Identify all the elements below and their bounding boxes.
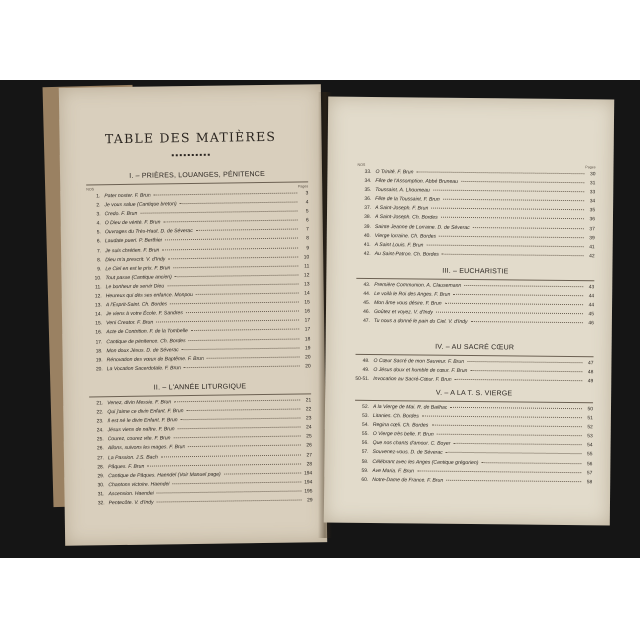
- entry-title: Que nos chants d'amour. C. Boyer: [372, 440, 451, 448]
- entry-number: 40.: [363, 233, 371, 239]
- entry-title: Toussaint. A. Lhoumeau: [375, 187, 430, 194]
- dot-leader: [161, 454, 301, 457]
- entry-title: A Saint Louis. F. Brun: [374, 241, 424, 249]
- entry-title: Souvenez-vous. D. de Séverac: [372, 449, 443, 457]
- entry-page: 43: [588, 285, 595, 291]
- entry-title: O Cœur Sacré de mon Sauveur. F. Brun: [373, 358, 465, 365]
- entry-list: [356, 281, 594, 329]
- entry-number: 22.: [96, 410, 104, 416]
- entry-number: 35.: [364, 188, 372, 194]
- dot-leader: [471, 321, 583, 323]
- section-heading: II. – L'ANNÉE LITURGIQUE: [153, 383, 247, 392]
- entry-number: 27.: [97, 455, 105, 461]
- entry-number: 7.: [96, 248, 102, 254]
- page-title: TABLE DES MATIÈRES: [104, 128, 277, 147]
- entry-page: 36: [589, 217, 595, 223]
- entry-number: 28.: [97, 464, 105, 471]
- entry-number: 23.: [96, 419, 104, 425]
- entry-page: 6: [305, 218, 309, 224]
- entry-page: 39: [589, 235, 595, 241]
- dot-leader: [184, 365, 300, 368]
- dot-leader: [470, 370, 582, 372]
- entry-number: 42.: [363, 251, 371, 257]
- entry-number: 1.: [96, 194, 101, 200]
- dot-leader: [441, 217, 584, 220]
- dot-leader: [453, 294, 583, 296]
- dot-leader: [191, 329, 299, 332]
- entry-title: Jésus viens de naître. F. Brun: [107, 426, 175, 434]
- dot-leader: [473, 227, 584, 229]
- dot-leader: [188, 445, 301, 448]
- entry-page: 20: [305, 355, 311, 361]
- dot-leader: [464, 285, 583, 287]
- dot-leader: [165, 238, 298, 241]
- section-heading: V. – A LA T. S. VIERGE: [435, 389, 513, 398]
- entry-page: 35: [589, 208, 596, 214]
- entry-page: 13: [304, 282, 310, 288]
- entry-number: 39.: [364, 224, 371, 230]
- entry-number: 46.: [363, 310, 371, 316]
- dot-leader: [163, 220, 297, 223]
- entry-title: Fête de la Toussaint. F. Brun: [375, 196, 440, 203]
- entry-title: Ave Maria. F. Brun: [372, 467, 415, 475]
- entry-list: [357, 168, 596, 261]
- dot-leader: [442, 254, 584, 256]
- section-heading: IV. – AU SACRÉ CŒUR: [435, 343, 515, 352]
- entry-title: Célébrant avec les Anges (Cantique grégorien): [372, 458, 479, 466]
- entry-title: La Passion. J.S. Bach: [107, 454, 158, 461]
- col-page-header: Pages: [297, 184, 309, 189]
- entry-title: Invocation au Sacré-Cœur. F. Brun: [373, 376, 452, 384]
- entry-page: 54: [587, 443, 593, 449]
- dot-leader: [450, 407, 582, 409]
- entry-title: A Saint-Joseph. Ch. Bordes: [374, 214, 438, 222]
- dot-leader: [433, 190, 584, 193]
- entry-title: Dieu m'a prescrit. V. d'Indy: [105, 256, 166, 263]
- entry-page: 21: [305, 398, 312, 404]
- entry-number: 41.: [363, 242, 371, 248]
- dot-leader: [481, 462, 581, 464]
- entry-page: 19: [304, 345, 311, 352]
- entry-title: O Dieu de vérité. F. Brun: [104, 219, 161, 227]
- entry-title: Tu nous a donné le pain du Ciel. V. d'Indy: [373, 318, 468, 326]
- entry-number: 8.: [97, 257, 102, 263]
- entry-number: 26.: [97, 446, 104, 452]
- entry-number: 48.: [362, 358, 370, 364]
- entry-number: 60.: [361, 477, 369, 483]
- entry-page: 10: [303, 255, 310, 261]
- dot-leader: [443, 199, 584, 201]
- entry-number: 54.: [361, 423, 369, 429]
- right-page: [324, 97, 614, 526]
- entry-page: 17: [304, 318, 311, 324]
- col-page-header: Pages: [585, 165, 596, 170]
- entry-title: Au Saint-Patron. Ch. Bordes: [374, 250, 439, 258]
- entry-title: Sainte Jeanne de Lorraine. D. de Séverac: [374, 223, 470, 231]
- entry-list: [354, 403, 593, 487]
- dot-leader: [167, 283, 298, 286]
- entry-title: Credo. F. Brun: [104, 210, 138, 218]
- dot-leader: [207, 356, 300, 358]
- entry-page: 4: [305, 200, 309, 206]
- section-eucharistie: [356, 265, 595, 329]
- entry-number: 32.: [97, 501, 105, 507]
- entry-page: 26: [306, 443, 312, 449]
- entry-page: 56: [586, 461, 593, 467]
- entry-title: Mon âme vous désire. F. Brun: [374, 300, 442, 307]
- entry-title: Acte de Contrition. F. de la Tombelle: [106, 328, 188, 336]
- entry-page: 8: [306, 236, 309, 242]
- entry-number: 45.: [363, 301, 371, 307]
- entry-page: 52: [587, 425, 593, 431]
- entry-page: 53: [587, 434, 593, 440]
- entry-page: 20: [305, 364, 311, 370]
- entry-number: 6.: [96, 239, 102, 245]
- entry-number: 52.: [362, 404, 370, 410]
- entry-title: Mon doux Jésus. D. de Séverac: [106, 346, 179, 354]
- section-continuation: [357, 163, 596, 261]
- dot-leader: [445, 303, 583, 305]
- entry-title: Je viens à votre École. F. Sandres: [105, 310, 183, 318]
- entry-title: Notre-Dame de France. F. Brun: [372, 476, 444, 484]
- dot-leader: [196, 229, 298, 231]
- entry-title: O Trinité. F. Brun: [375, 169, 414, 176]
- entry-page: 55: [587, 452, 593, 458]
- dot-leader: [147, 463, 301, 466]
- entry-title: A la Vierge de Mai. R. de Bailhac: [372, 404, 448, 411]
- col-num-header: NOS: [86, 187, 95, 192]
- entry-page: 49: [587, 379, 594, 385]
- entry-number: 5.: [96, 230, 101, 236]
- entry-list: [89, 396, 313, 508]
- entry-number: 15.: [95, 321, 103, 327]
- entry-title: Litanies. Ch. Bordes: [372, 413, 419, 420]
- title-underline: [172, 154, 210, 157]
- entry-number: 34.: [364, 178, 372, 185]
- entry-title: Qui j'aime ce divin Enfant. F. Brun: [107, 408, 184, 416]
- entry-page: 47: [587, 361, 594, 367]
- entry-number: 24.: [96, 428, 104, 434]
- entry-page: 3: [305, 191, 309, 197]
- dot-leader: [187, 409, 301, 412]
- entry-number: 4.: [96, 221, 101, 227]
- dot-leader: [422, 416, 582, 419]
- entry-page: 195: [304, 489, 313, 495]
- entry-number: 30.: [97, 483, 105, 489]
- dot-leader: [157, 500, 302, 503]
- entry-number: 37.: [364, 206, 372, 212]
- entry-title: Rénovation des vœux de Baptême. F. Brun: [106, 355, 204, 363]
- entry-number: 50-51.: [355, 377, 370, 383]
- dot-leader: [178, 427, 301, 430]
- dot-leader: [446, 452, 582, 454]
- entry-number: 13.: [95, 303, 102, 309]
- entry-page: 194: [304, 480, 313, 486]
- dot-leader: [189, 338, 300, 341]
- entry-number: 29.: [97, 474, 105, 480]
- entry-number: 38.: [364, 215, 371, 221]
- entry-page: 41: [589, 245, 595, 251]
- entry-number: 59.: [361, 468, 369, 474]
- entry-page: 30: [589, 172, 596, 178]
- dot-leader: [154, 193, 298, 196]
- entry-title: Pater noster. F. Brun: [104, 192, 151, 200]
- entry-number: 17.: [95, 339, 103, 345]
- entry-number: 12.: [94, 294, 102, 300]
- entry-title: Ascension. Haendel: [108, 490, 154, 498]
- entry-number: 43.: [363, 282, 371, 288]
- entry-number: 9.: [97, 267, 102, 273]
- entry-page: 57: [586, 470, 593, 476]
- entry-page: 51: [587, 416, 593, 422]
- entry-page: 23: [305, 416, 312, 422]
- entry-page: 48: [587, 370, 594, 376]
- entry-number: 25.: [96, 437, 104, 443]
- entry-title: O Jésus doux et humble de cœur. F. Brun: [373, 367, 468, 375]
- dot-leader: [181, 418, 301, 421]
- entry-title: Pentecôte. V. d'Indy: [108, 499, 154, 507]
- entry-title: Allons, suivons les mages. F. Brun: [107, 444, 186, 452]
- entry-page: 22: [305, 407, 312, 413]
- entry-title: Fête de l'Assomption. Abbé Bruneau: [375, 178, 459, 185]
- entry-title: Le bonheur de servir Dieu: [105, 283, 165, 291]
- toc-entry: [356, 317, 594, 329]
- entry-page: 17: [304, 327, 311, 333]
- dot-leader: [140, 211, 297, 214]
- toc-entry: [354, 476, 592, 488]
- entry-page: 46: [588, 321, 594, 327]
- entry-title: Il est né le divin Enfant. F. Brun: [107, 417, 178, 425]
- entry-title: Cantique de pénitence. Ch. Bordes: [106, 337, 186, 345]
- entry-title: Pâques. F. Brun: [108, 463, 145, 470]
- entry-title: Venez, divin Messie. F. Brun: [107, 399, 172, 407]
- entry-number: 55.: [361, 432, 369, 438]
- entry-title: Goûtez et voyez. V. d'Indy: [373, 309, 433, 316]
- entry-title: Laudate pueri. P. Berthier: [104, 237, 163, 245]
- entry-page: 34: [589, 199, 596, 205]
- entry-number: 53.: [362, 413, 369, 420]
- entry-number: 3.: [96, 212, 101, 218]
- entry-page: 44: [588, 294, 595, 300]
- dot-leader: [157, 490, 302, 493]
- entry-number: 57.: [361, 450, 369, 456]
- entry-page: 5: [305, 209, 309, 215]
- entry-page: 7: [306, 227, 309, 233]
- entry-title: Ouvrages du Très-Haut. D. de Séverac: [104, 228, 193, 236]
- dot-leader: [453, 443, 581, 445]
- entry-page: 50: [587, 407, 593, 413]
- entry-page: 58: [586, 479, 593, 486]
- entry-title: A Saint-Joseph. F. Brun: [375, 205, 429, 212]
- entry-page: 15: [304, 300, 310, 306]
- entry-list: [86, 189, 311, 374]
- dot-leader: [168, 256, 298, 259]
- left-page: [59, 84, 327, 546]
- entry-number: 31.: [97, 492, 105, 498]
- dot-leader: [436, 312, 583, 315]
- entry-number: 10.: [94, 276, 102, 282]
- dot-leader: [416, 171, 584, 174]
- dot-leader: [426, 244, 583, 247]
- section-heading: I. – PRIÈRES, LOUANGES, PÉNITENCE: [129, 170, 265, 180]
- entry-title: Regina cœli. Ch. Bordes: [372, 422, 429, 429]
- section-vierge: [354, 387, 593, 487]
- entry-number: 14.: [95, 312, 103, 318]
- entry-page: 18: [304, 336, 311, 342]
- dot-leader: [439, 235, 584, 238]
- dot-leader: [446, 480, 581, 482]
- entry-number: 58.: [361, 459, 369, 465]
- entry-number: 16.: [95, 330, 103, 336]
- entry-title: Le Ciel en est le prix. F. Brun: [105, 265, 171, 272]
- entry-list: [355, 357, 593, 387]
- section-sacre-coeur: [355, 341, 593, 387]
- entry-title: Veni Creator. F. Brun: [106, 319, 154, 327]
- entry-number: 18.: [95, 348, 103, 354]
- entry-page: 37: [589, 226, 595, 232]
- entry-page: 44: [588, 303, 595, 309]
- dot-leader: [156, 320, 299, 323]
- entry-title: O Vierge très belle. F. Brun: [372, 431, 434, 438]
- entry-page: 14: [304, 291, 310, 297]
- entry-page: 24: [306, 425, 312, 431]
- dot-leader: [182, 347, 300, 350]
- dot-leader: [437, 434, 582, 437]
- dot-leader: [467, 361, 582, 363]
- entry-page: 29: [307, 498, 313, 504]
- dot-leader: [461, 181, 584, 183]
- dot-leader: [173, 436, 300, 439]
- dot-leader: [196, 293, 299, 295]
- section-prieres: [86, 168, 311, 374]
- entry-number: 21.: [96, 401, 104, 407]
- dot-leader: [431, 425, 582, 428]
- section-heading: III. – EUCHARISTIE: [442, 267, 509, 276]
- dot-leader: [173, 265, 298, 268]
- entry-number: 2.: [96, 203, 101, 209]
- entry-title: Cantique de Pâques. Haendel (Voir Manuel page): [108, 471, 221, 479]
- entry-number: 49.: [362, 367, 370, 374]
- dot-leader: [431, 208, 584, 211]
- dot-leader: [455, 379, 583, 381]
- dot-leader: [417, 470, 581, 473]
- entry-title: Heureux qui dès ses enfance. Monpou: [105, 292, 193, 300]
- entry-title: A l'Esprit-Saint. Ch. Bordes: [105, 301, 168, 309]
- entry-title: Tout passe (Cantique ancien): [105, 274, 172, 282]
- entry-page: 42: [589, 254, 595, 260]
- entry-title: Chantons victoire. Haendel: [108, 481, 170, 489]
- entry-page: 45: [588, 312, 594, 318]
- entry-page: 12: [303, 273, 310, 279]
- dot-leader: [170, 302, 299, 305]
- entry-title: Je suis chrétien. F. Brun: [105, 247, 160, 254]
- entry-title: Le voilà le Roi des Anges. F. Brun: [374, 291, 451, 298]
- dot-leader: [162, 247, 298, 250]
- entry-page: 31: [589, 181, 596, 187]
- col-num-header: NOS: [357, 162, 366, 167]
- dot-leader: [224, 472, 301, 474]
- dot-leader: [175, 274, 299, 277]
- section-annee-liturgique: [89, 380, 313, 508]
- entry-page: 33: [589, 190, 596, 196]
- dot-leader: [186, 311, 299, 314]
- entry-number: 20.: [95, 367, 103, 373]
- entry-number: 33.: [364, 169, 372, 175]
- entry-number: 11.: [95, 285, 102, 291]
- entry-title: La Vocation Sacerdotale. F. Brun: [106, 364, 181, 372]
- dot-leader: [174, 400, 300, 403]
- entry-page: 28: [306, 462, 313, 468]
- dot-leader: [180, 202, 298, 205]
- entry-number: 47.: [363, 319, 370, 325]
- toc-entry: [89, 362, 311, 374]
- entry-title: Je vous salue (Cantique breton): [104, 201, 177, 209]
- dot-leader: [173, 481, 302, 484]
- entry-title: Courez, courez vite. F. Brun: [107, 435, 171, 443]
- entry-title: Vierge lorraine. Ch. Bordes: [374, 232, 437, 240]
- entry-page: 16: [304, 309, 311, 315]
- entry-page: 194: [304, 471, 313, 477]
- entry-page: 25: [306, 434, 312, 440]
- entry-page: 9: [306, 245, 310, 251]
- toc-entry: [357, 250, 595, 262]
- entry-page: 11: [304, 264, 310, 270]
- entry-page: 27: [306, 452, 313, 458]
- entry-number: 56.: [361, 441, 369, 447]
- entry-number: 36.: [364, 197, 372, 203]
- entry-title: Première Communion. A. Clausemann: [374, 282, 462, 289]
- toc-entry: [91, 496, 313, 508]
- toc-entry: [355, 375, 593, 387]
- entry-number: 19.: [95, 357, 103, 364]
- entry-number: 44.: [363, 291, 371, 298]
